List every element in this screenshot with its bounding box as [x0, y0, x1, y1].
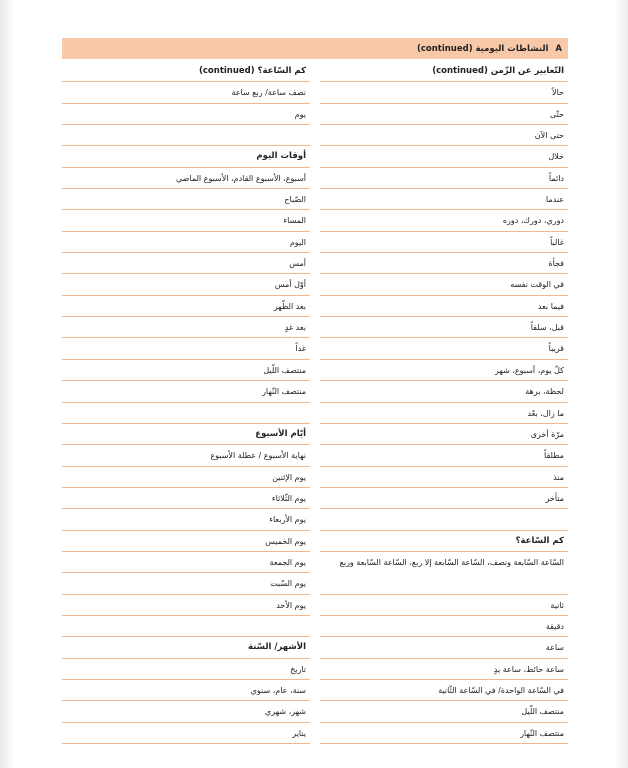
vocab-row: نصف ساعة/ ربع ساعة	[62, 82, 310, 103]
vocab-row: يوم الجمعة	[62, 552, 310, 573]
vocab-row: مطلقاً	[320, 445, 568, 466]
right-vocabulary-column	[320, 61, 568, 744]
vocab-row: يوم الإثنين	[62, 467, 310, 488]
section-heading: أيّام الأسبوع	[62, 424, 310, 445]
vocab-row: منتصف النّهار	[62, 381, 310, 402]
vocab-row: السّاعة السّابعة ونصف، السّاعة السّابعة إلا ربع، السّاعة السّابعة وربع	[320, 552, 568, 595]
vocab-row: بعد غدٍ	[62, 317, 310, 338]
vocab-row: منتصف اللّيل	[320, 701, 568, 722]
vocab-row: منذ	[320, 467, 568, 488]
vocab-row: نهاية الأسبوع / عطلة الأسبوع	[62, 445, 310, 466]
vocab-row: حالاً	[320, 82, 568, 103]
blank-row	[62, 125, 310, 146]
vocab-row: في الوقت نفسه	[320, 274, 568, 295]
section-heading: أوقات اليوم	[62, 146, 310, 167]
vocab-row: دائماً	[320, 168, 568, 189]
blank-row	[62, 403, 310, 424]
section-header	[62, 38, 568, 59]
section-heading: التّعابير عن الزّمن (continued)	[320, 61, 568, 82]
vocab-row: فيما بعد	[320, 296, 568, 317]
vocab-row: يوم الثّلاثاء	[62, 488, 310, 509]
vocab-row: يوم الأربعاء	[62, 509, 310, 530]
section-title-text: النشاطات اليومية (continued)	[416, 43, 549, 54]
vocab-row: ما زال، بعْد	[320, 403, 568, 424]
vocab-row: غداً	[62, 338, 310, 359]
vocab-row: الصّباح	[62, 189, 310, 210]
vocab-row: المساء	[62, 210, 310, 231]
vocab-row: أوّل أمس	[62, 274, 310, 295]
blank-row	[320, 509, 568, 530]
vocab-row: عندما	[320, 189, 568, 210]
vocab-row: ثانية	[320, 595, 568, 616]
vocab-row: يوم السّبت	[62, 573, 310, 594]
vocab-row: يوم الأحد	[62, 595, 310, 616]
vocab-row: شهر، شهري	[62, 701, 310, 722]
left-vocabulary-column	[62, 61, 310, 744]
vocab-row: مرّة أخرى	[320, 424, 568, 445]
vocab-row: منتصف اللّيل	[62, 360, 310, 381]
vocab-row: لحظة، برهة	[320, 381, 568, 402]
vocab-row: منتصف النّهار	[320, 723, 568, 744]
section-heading: الأشهر/ السّنة	[62, 637, 310, 658]
vocab-row: في السّاعة الواحدة/ في السّاعة الثّانية	[320, 680, 568, 701]
vocab-row: أسبوع، الأسبوع القادم، الأسبوع الماضي	[62, 168, 310, 189]
vocab-row: فجأة	[320, 253, 568, 274]
blank-row	[62, 616, 310, 637]
vocab-row: متأخر	[320, 488, 568, 509]
section-title	[417, 44, 568, 54]
vocab-row: يوم الخميس	[62, 531, 310, 552]
vocab-row: يوم	[62, 104, 310, 125]
vocab-row: كلّ يوم، أسبوع، شهر	[320, 360, 568, 381]
vocab-row: اليوم	[62, 232, 310, 253]
vocab-row: تاريخ	[62, 659, 310, 680]
vocab-row: حتّى	[320, 104, 568, 125]
section-heading: كم السّاعة؟	[320, 531, 568, 552]
vocab-row: بعد الظّهر	[62, 296, 310, 317]
vocab-row: قبل، سلفاً	[320, 317, 568, 338]
vocab-row: يناير	[62, 723, 310, 744]
vocab-row: حتى الآن	[320, 125, 568, 146]
vocab-row: ساعة	[320, 637, 568, 658]
section-heading: كم السّاعة؟ (continued)	[62, 61, 310, 82]
vocab-row: خلال	[320, 146, 568, 167]
vocab-row: دقيقة	[320, 616, 568, 637]
vocab-row: ساعة حائط، ساعة يدٍ	[320, 659, 568, 680]
vocab-row: سنة، عام، سنوي	[62, 680, 310, 701]
vocab-row: أمس	[62, 253, 310, 274]
vocab-row: دوري، دورك، دوره	[320, 210, 568, 231]
vocab-row: قريباً	[320, 338, 568, 359]
vocab-row: غالباً	[320, 232, 568, 253]
section-letter: A	[555, 43, 562, 54]
